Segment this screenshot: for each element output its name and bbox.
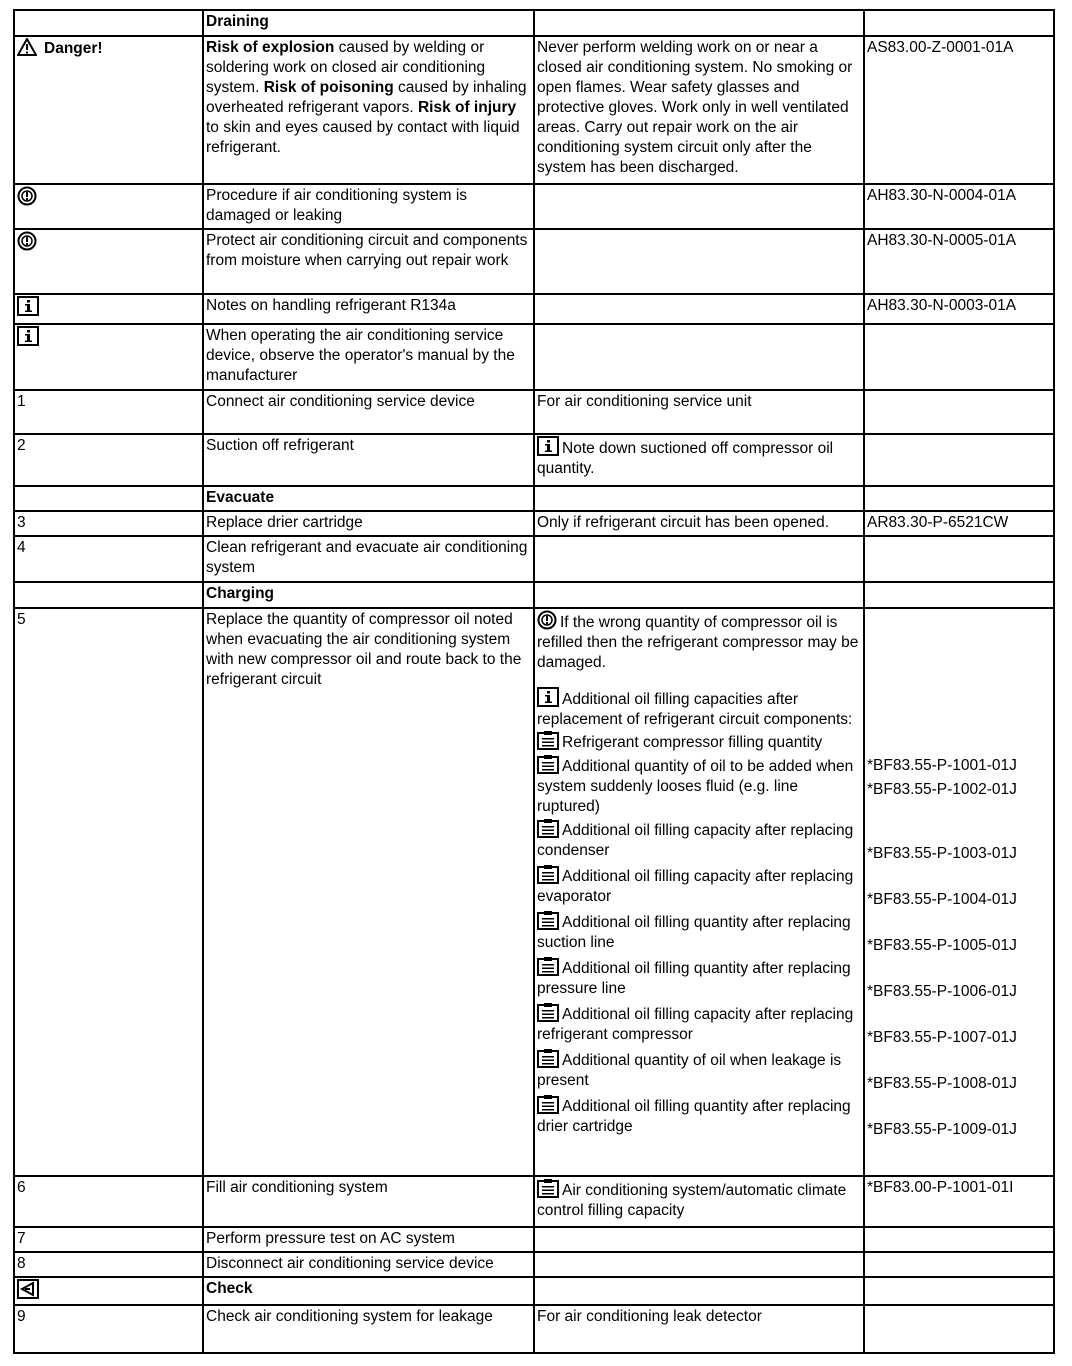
danger-ref: AS83.00-Z-0001-01A [864,36,1054,184]
section-row-evacuate [14,486,1054,511]
info-row [14,324,1054,390]
step-number: 4 [14,536,203,582]
oil-capacity-ref: *BF83.55-P-1008-01J [867,1075,1017,1092]
step-row [14,1252,1054,1277]
notice-ref: AH83.30-N-0005-01A [864,229,1054,294]
danger-label: Danger! [44,40,103,57]
data-sheet-icon [537,1094,559,1114]
data-sheet-icon [537,956,559,976]
step-note: Only if refrigerant circuit has been opened. [534,511,864,536]
danger-cell [14,36,203,184]
step-text: Connect air conditioning service device [203,390,534,434]
danger-text: Risk of explosion caused by welding or soldering work on closed air conditioning system. Risk of poisoning caused by inhaling overheated refrigerant vapors. Risk of injury to skin and eyes caused by contact with liquid refrigerant. [203,36,534,184]
oil-capacity-ref: *BF83.55-P-1004-01J [867,891,1017,908]
oil-refs [864,608,1054,1176]
notice-text: Protect air conditioning circuit and components from moisture when carrying out repair work [203,229,534,294]
step-note: Air conditioning system/automatic climate control filling capacity [537,1182,847,1219]
step-note: For air conditioning leak detector [534,1305,864,1353]
danger-note: Never perform welding work on or near a closed air conditioning system. No smoking or open flames. Wear safety glasses and protective gloves. Work only in well ventilated areas. Carry out repair work on the air conditioning system circuit only after the system has been discharged. [534,36,864,184]
notice-text: Procedure if air conditioning system is damaged or leaking [203,184,534,229]
data-sheet-icon [537,864,559,884]
oil-capacity-ref: *BF83.55-P-1009-01J [867,1121,1017,1138]
oil-capacity-item: Additional oil filling quantity after replacing suction line [537,910,861,956]
step-number: 7 [14,1227,203,1252]
info-row [14,294,1054,324]
check-arrow-icon [17,1279,39,1299]
info-ref: AH83.30-N-0003-01A [864,294,1054,324]
step-row [14,1305,1054,1353]
procedure-table [13,9,1055,1354]
notice-row [14,229,1054,294]
oil-capacity-ref: *BF83.55-P-1006-01J [867,983,1017,1000]
data-sheet-icon [537,910,559,930]
step-text: Fill air conditioning system [203,1176,534,1227]
notice-circle-icon [17,186,37,206]
step-row [14,434,1054,486]
step-row [14,536,1054,582]
oil-capacity-item: Additional quantity of oil to be added when system suddenly looses fluid (e.g. line ruptured) [537,754,861,818]
step-number: 5 [14,608,203,1176]
section-row-check [14,1277,1054,1305]
step-row [14,1176,1054,1227]
data-sheet-icon [537,754,559,774]
oil-capacity-item: Additional oil filling capacity after replacing evaporator [537,864,861,910]
step-number: 1 [14,390,203,434]
step-text: Suction off refrigerant [203,434,534,486]
step-note: For air conditioning service unit [534,390,864,434]
notice-circle-icon [537,610,557,630]
step-number: 9 [14,1305,203,1353]
step-ref: AR83.30-P-6521CW [864,511,1054,536]
section-title: Draining [203,10,534,36]
step-text: Perform pressure test on AC system [203,1227,534,1252]
step-number: 3 [14,511,203,536]
info-icon [537,436,559,456]
oil-warning: If the wrong quantity of compressor oil is refilled then the refrigerant compressor may be damaged. [537,610,861,673]
step-text: Disconnect air conditioning service device [203,1252,534,1277]
oil-capacity-ref: *BF83.55-P-1002-01J [867,781,1017,798]
info-text: When operating the air conditioning service device, observe the operator's manual by the manufacturer [203,324,534,390]
oil-capacity-item: Additional oil filling capacity after replacing refrigerant compressor [537,1002,861,1048]
step-text: Check air conditioning system for leakage [203,1305,534,1353]
step-number: 8 [14,1252,203,1277]
step-number: 6 [14,1176,203,1227]
oil-capacity-ref: *BF83.55-P-1001-01J [867,757,1017,774]
step-text: Replace drier cartridge [203,511,534,536]
info-text: Notes on handling refrigerant R134a [203,294,534,324]
oil-capacity-item: Refrigerant compressor filling quantity [537,730,861,754]
warning-triangle-icon [17,38,37,56]
oil-notes [534,608,864,1176]
oil-capacity-item: Additional oil filling quantity after replacing drier cartridge [537,1094,861,1140]
oil-capacity-ref: *BF83.55-P-1003-01J [867,845,1017,862]
info-icon [537,687,559,707]
step-note: Note down suctioned off compressor oil quantity. [537,440,834,477]
data-sheet-icon [537,1048,559,1068]
data-sheet-icon [537,1002,559,1022]
info-icon [17,326,39,346]
oil-capacity-item: Additional quantity of oil when leakage is present [537,1048,861,1094]
notice-ref: AH83.30-N-0004-01A [864,184,1054,229]
step-text: Clean refrigerant and evacuate air conditioning system [203,536,534,582]
data-sheet-icon [537,818,559,838]
section-title: Check [203,1277,534,1305]
section-row-charging [14,582,1054,608]
oil-capacity-ref: *BF83.55-P-1007-01J [867,1029,1017,1046]
oil-capacity-item: Additional oil filling capacity after replacing condenser [537,818,861,864]
section-title: Charging [203,582,534,608]
step-row [14,390,1054,434]
section-title: Evacuate [203,486,534,511]
step-ref: *BF83.00-P-1001-01I [864,1176,1054,1227]
step-row [14,511,1054,536]
step-row [14,1227,1054,1252]
step-number: 2 [14,434,203,486]
danger-row [14,36,1054,184]
notice-row [14,184,1054,229]
section-row-draining [14,10,1054,36]
notice-circle-icon [17,231,37,251]
data-sheet-icon [537,730,559,750]
step-text: Replace the quantity of compressor oil noted when evacuating the air conditioning system with new compressor oil and route back to the refrigerant circuit [203,608,534,1176]
data-sheet-icon [537,1178,559,1198]
oil-capacity-ref: *BF83.55-P-1005-01J [867,937,1017,954]
oil-capacity-item: Additional oil filling quantity after replacing pressure line [537,956,861,1002]
oil-info: Additional oil filling capacities after replacement of refrigerant circuit components: [537,687,861,730]
info-icon [17,296,39,316]
step-row [14,608,1054,1176]
